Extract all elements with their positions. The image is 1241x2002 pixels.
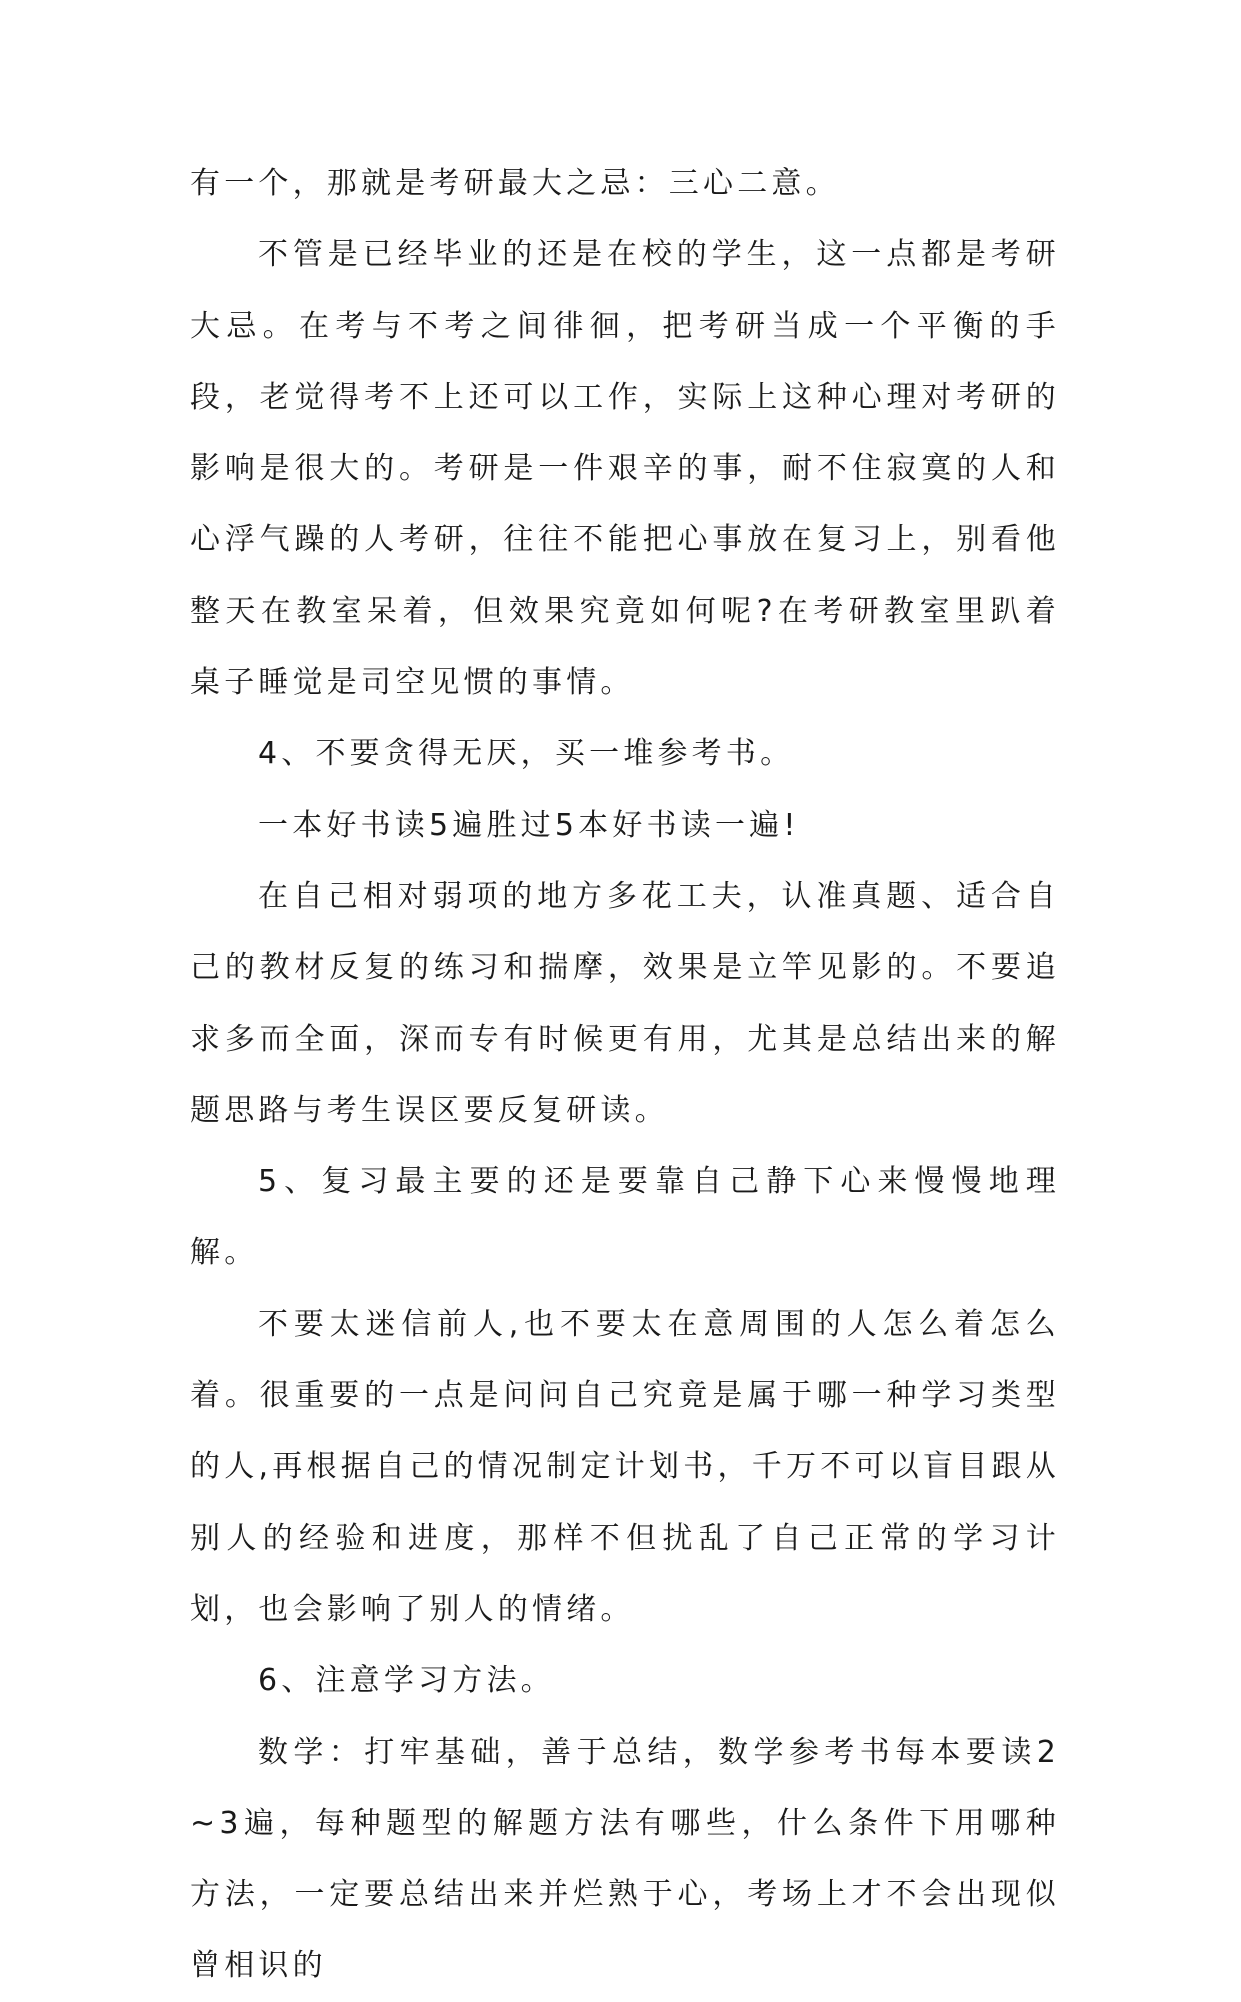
paragraph-4: 在自己相对弱项的地方多花工夫，认准真题、适合自己的教材反复的练习和揣摩，效果是立竿见影的。不要追求多而全面，深而专有时候更有用，尤其是总结出来的解题思路与考生误区要反复研读。 bbox=[190, 878, 1060, 1128]
heading-item-6: 6、注意学习方法。 bbox=[258, 1663, 555, 1699]
document-body bbox=[190, 148, 1060, 2002]
heading-item-4: 4、不要贪得无厌，买一堆参考书。 bbox=[258, 736, 795, 772]
paragraph-2: 不管是已经毕业的还是在校的学生，这一点都是考研大忌。在考与不考之间徘徊，把考研当成一个平衡的手段，老觉得考不上还可以工作，实际上这种心理对考研的影响是很大的。考研是一件艰辛的事，耐不住寂寞的人和心浮气躁的人考研，往往不能把心事放在复习上，别看他整天在教室呆着，但效果究竟如何呢?在考研教室里趴着桌子睡觉是司空见惯的事情。 bbox=[190, 237, 1060, 701]
paragraph-5: 不要太迷信前人,也不要太在意周围的人怎么着怎么着。很重要的一点是问问自己究竟是属于哪一种学习类型的人,再根据自己的情况制定计划书，千万不可以盲目跟从别人的经验和进度，那样不但扰乱了自己正常的学习计划，也会影响了别人的情绪。 bbox=[190, 1306, 1060, 1627]
paragraph-3: 一本好书读5遍胜过5本好书读一遍! bbox=[258, 807, 800, 843]
paragraph-1: 有一个，那就是考研最大之忌：三心二意。 bbox=[190, 166, 840, 201]
heading-item-5: 5、复习最主要的还是要靠自己静下心来慢慢地理解。 bbox=[190, 1164, 1060, 1271]
paragraph-6: 数学：打牢基础，善于总结，数学参考书每本要读2~3遍，每种题型的解题方法有哪些，什么条件下用哪种方法，一定要总结出来并烂熟于心，考场上才不会出现似曾相识的 bbox=[190, 1734, 1060, 1984]
